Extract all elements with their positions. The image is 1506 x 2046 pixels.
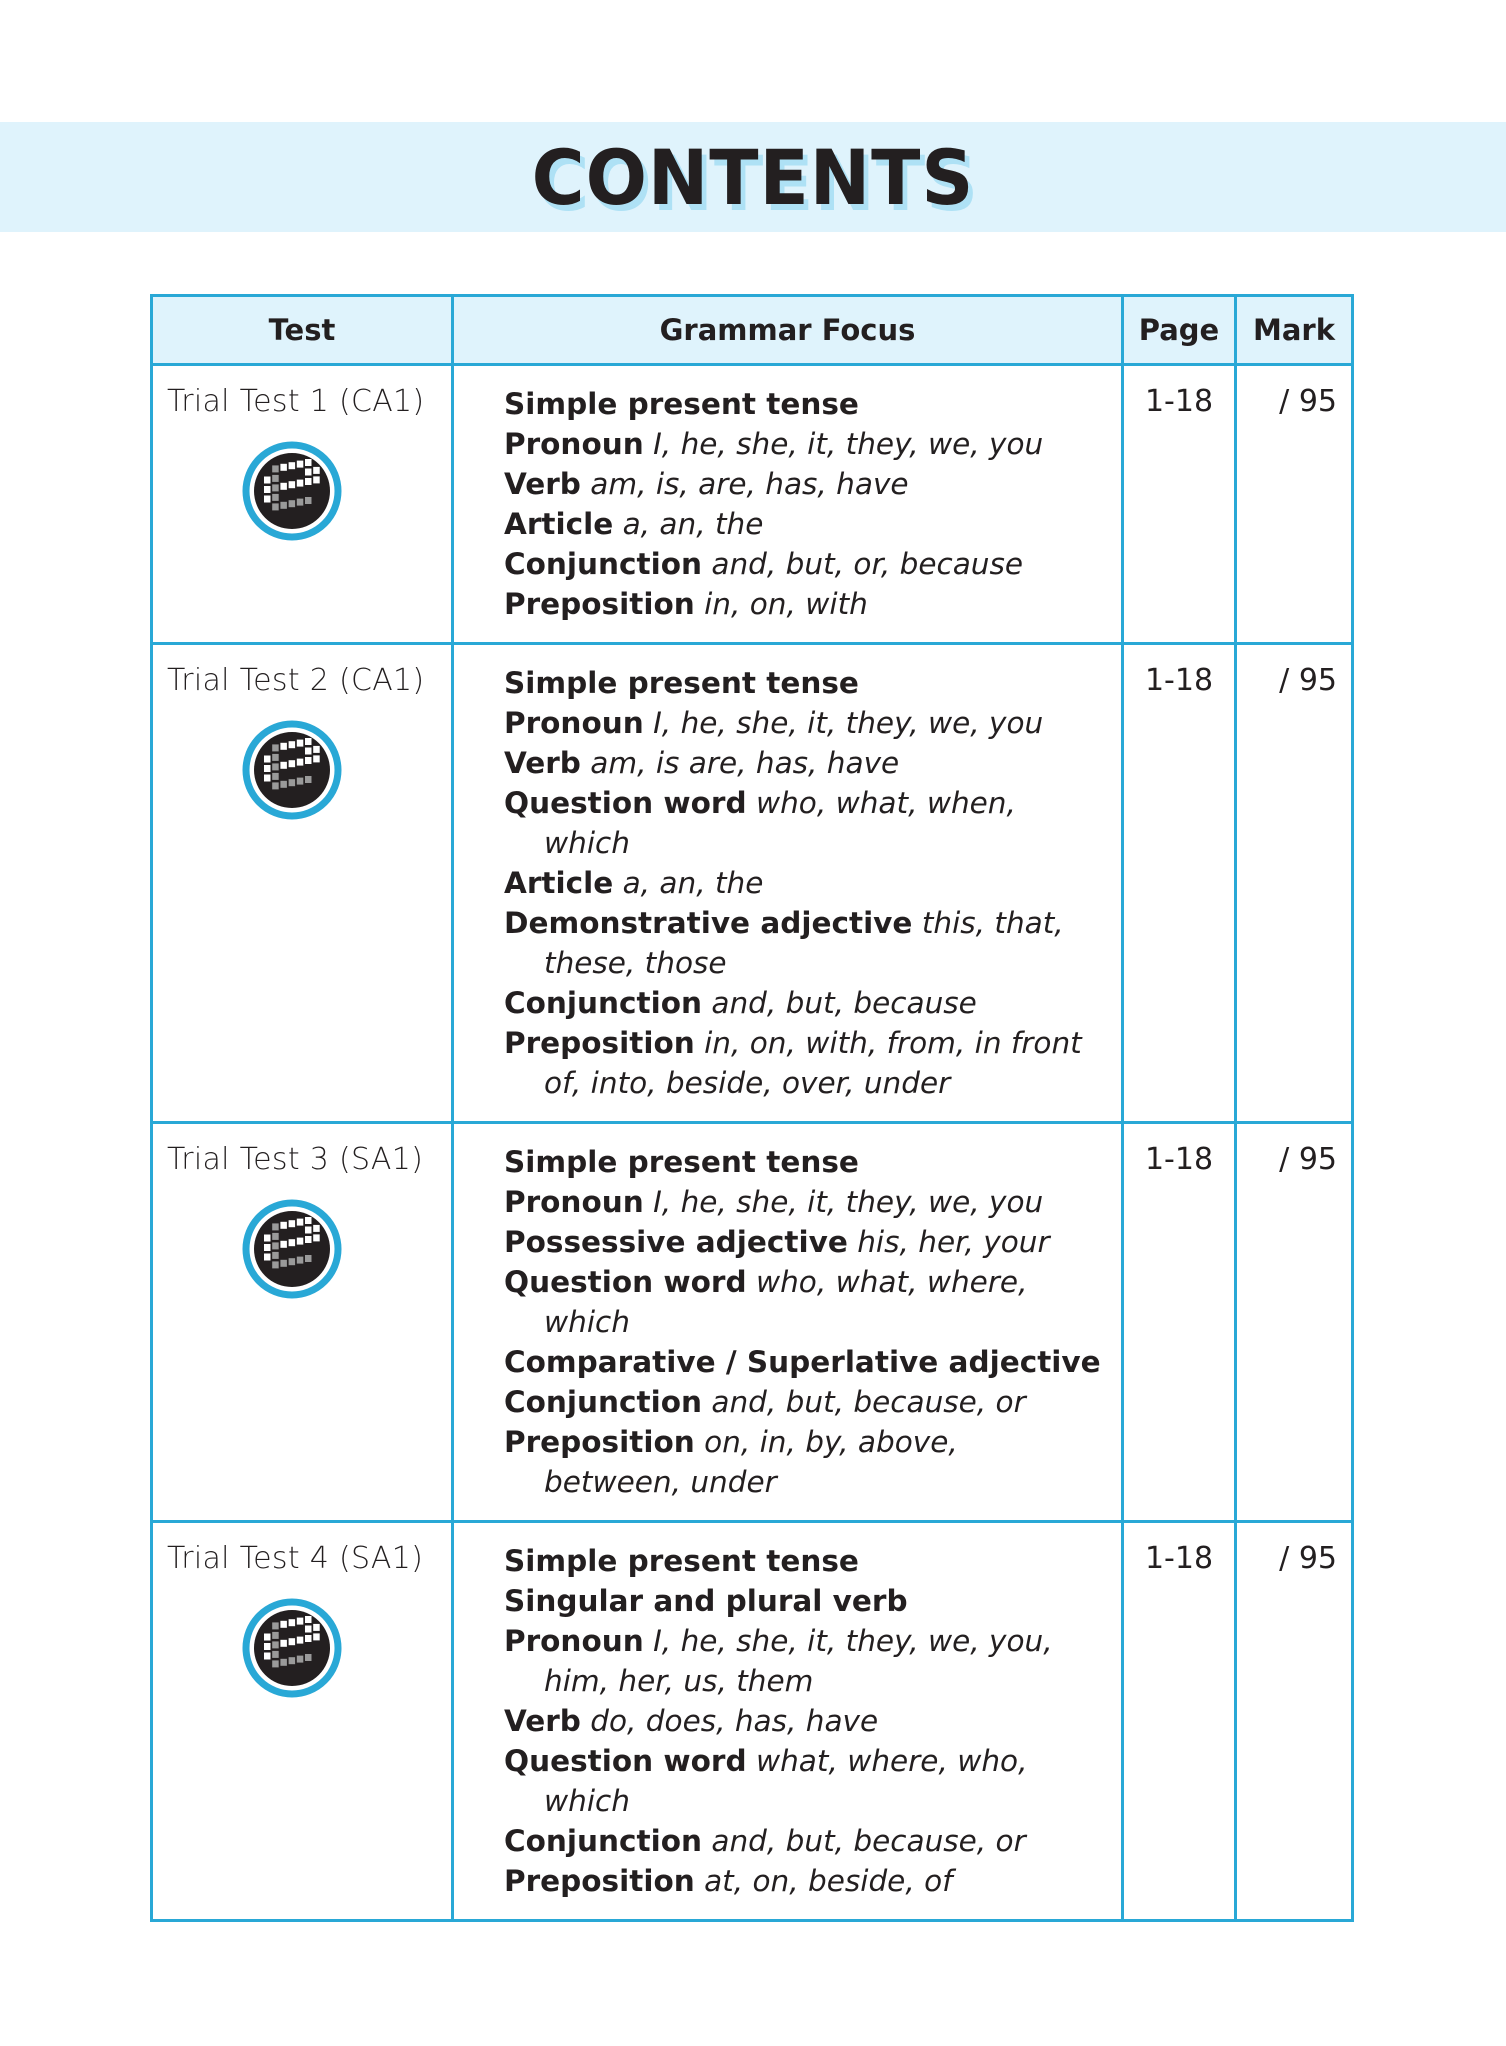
grammar-focus-item <box>504 1422 1101 1462</box>
test-name: Trial Test 1 (CA1) <box>167 384 425 419</box>
table-row <box>152 644 1353 1123</box>
grammar-focus-item <box>504 703 1101 743</box>
grammar-focus-continuation <box>504 1661 1101 1701</box>
grammar-topic: Preposition <box>504 587 695 621</box>
grammar-focus-item <box>504 584 1101 624</box>
page-range: 1-18 <box>1123 1123 1236 1522</box>
grammar-examples: at, on, beside, of <box>704 1864 953 1898</box>
grammar-examples: on, in, by, above, <box>704 1425 958 1459</box>
test-cell <box>152 1123 453 1522</box>
table-row <box>152 1522 1353 1921</box>
crossword-grid-icon <box>242 720 342 820</box>
grammar-examples: these, those <box>544 946 727 980</box>
grammar-focus-item <box>504 504 1101 544</box>
grammar-focus-item <box>504 1541 1101 1581</box>
grammar-examples: in, on, with <box>704 587 868 621</box>
grammar-examples: a, an, the <box>622 507 764 541</box>
grammar-examples: am, is, are, has, have <box>590 467 909 501</box>
table-row <box>152 365 1353 644</box>
grammar-topic: Simple present tense <box>504 1544 859 1578</box>
grammar-topic: Comparative / Superlative adjective <box>504 1345 1101 1379</box>
grammar-examples: which <box>544 1305 630 1339</box>
grammar-focus-item <box>504 663 1101 703</box>
grammar-focus-item <box>504 1621 1101 1661</box>
grammar-examples: his, her, your <box>857 1225 1050 1259</box>
grammar-topic: Demonstrative adjective <box>504 906 913 940</box>
test-cell <box>152 1522 453 1921</box>
grammar-topic: Pronoun <box>504 1185 644 1219</box>
grammar-topic: Preposition <box>504 1026 695 1060</box>
grammar-topic: Article <box>504 866 614 900</box>
grammar-focus-item <box>504 424 1101 464</box>
grammar-focus-continuation <box>504 823 1101 863</box>
grammar-examples: and, but, because <box>711 986 977 1020</box>
grammar-focus-item <box>504 1701 1101 1741</box>
grammar-topic: Simple present tense <box>504 666 859 700</box>
grammar-topic: Verb <box>504 746 581 780</box>
grammar-focus-item <box>504 544 1101 584</box>
grammar-topic: Question word <box>504 786 747 820</box>
test-cell <box>152 365 453 644</box>
grammar-focus-item <box>504 783 1101 823</box>
mark-total: / 95 <box>1236 1522 1353 1921</box>
grammar-topic: Pronoun <box>504 1624 644 1658</box>
grammar-examples: which <box>544 1784 630 1818</box>
grammar-topic: Verb <box>504 467 581 501</box>
mark-total: / 95 <box>1236 1123 1353 1522</box>
grammar-focus-item <box>504 1821 1101 1861</box>
grammar-examples: of, into, beside, over, under <box>544 1066 951 1100</box>
grammar-examples: a, an, the <box>622 866 764 900</box>
grammar-topic: Pronoun <box>504 427 644 461</box>
grammar-examples: which <box>544 826 630 860</box>
grammar-examples: in, on, with, from, in front <box>704 1026 1082 1060</box>
grammar-focus-item <box>504 1023 1101 1063</box>
grammar-examples: am, is are, has, have <box>590 746 900 780</box>
grammar-focus-item <box>504 903 1101 943</box>
grammar-focus-item <box>504 983 1101 1023</box>
contents-table <box>150 294 1354 1922</box>
grammar-topic: Simple present tense <box>504 387 859 421</box>
grammar-focus-item <box>504 1382 1101 1422</box>
grammar-focus-cell <box>453 365 1123 644</box>
grammar-topic: Conjunction <box>504 986 703 1020</box>
column-header-page: Page <box>1123 296 1236 365</box>
column-header-grammar-focus: Grammar Focus <box>453 296 1123 365</box>
page-range: 1-18 <box>1123 1522 1236 1921</box>
grammar-topic: Question word <box>504 1744 747 1778</box>
grammar-examples: and, but, or, because <box>711 547 1024 581</box>
grammar-examples: I, he, she, it, they, we, you <box>653 1185 1044 1219</box>
grammar-focus-continuation <box>504 1781 1101 1821</box>
grammar-focus-item <box>504 464 1101 504</box>
test-name: Trial Test 3 (SA1) <box>167 1142 424 1177</box>
grammar-focus-continuation <box>504 943 1101 983</box>
grammar-examples: I, he, she, it, they, we, you, <box>653 1624 1053 1658</box>
grammar-topic: Verb <box>504 1704 581 1738</box>
grammar-topic: Simple present tense <box>504 1145 859 1179</box>
grammar-examples: what, where, who, <box>755 1744 1028 1778</box>
crossword-grid-icon <box>242 1199 342 1299</box>
grammar-topic: Question word <box>504 1265 747 1299</box>
grammar-examples: and, but, because, or <box>711 1824 1026 1858</box>
grammar-focus-continuation <box>504 1462 1101 1502</box>
grammar-focus-cell <box>453 1522 1123 1921</box>
page-range: 1-18 <box>1123 365 1236 644</box>
grammar-focus-cell <box>453 644 1123 1123</box>
grammar-topic: Possessive adjective <box>504 1225 848 1259</box>
mark-total: / 95 <box>1236 365 1353 644</box>
grammar-topic: Conjunction <box>504 1824 703 1858</box>
grammar-topic: Article <box>504 507 614 541</box>
grammar-examples: who, what, where, <box>755 1265 1028 1299</box>
grammar-focus-item <box>504 1741 1101 1781</box>
column-header-test: Test <box>152 296 453 365</box>
test-name: Trial Test 2 (CA1) <box>167 663 425 698</box>
grammar-focus-item <box>504 1222 1101 1262</box>
title-banner <box>0 122 1506 232</box>
crossword-grid-icon <box>242 1598 342 1698</box>
grammar-topic: Conjunction <box>504 1385 703 1419</box>
grammar-focus-item <box>504 1262 1101 1302</box>
test-cell <box>152 644 453 1123</box>
grammar-focus-item <box>504 1581 1101 1621</box>
grammar-focus-item <box>504 743 1101 783</box>
column-header-mark: Mark <box>1236 296 1353 365</box>
grammar-examples: do, does, has, have <box>590 1704 879 1738</box>
page-range: 1-18 <box>1123 644 1236 1123</box>
mark-total: / 95 <box>1236 644 1353 1123</box>
grammar-topic: Pronoun <box>504 706 644 740</box>
crossword-grid-icon <box>242 441 342 541</box>
grammar-focus-cell <box>453 1123 1123 1522</box>
grammar-topic: Conjunction <box>504 547 703 581</box>
grammar-examples: who, what, when, <box>755 786 1016 820</box>
grammar-topic: Preposition <box>504 1425 695 1459</box>
grammar-focus-continuation <box>504 1302 1101 1342</box>
grammar-focus-item <box>504 1861 1101 1901</box>
grammar-focus-item <box>504 1182 1101 1222</box>
test-name: Trial Test 4 (SA1) <box>167 1541 424 1576</box>
page-title: CONTENTS <box>531 132 975 222</box>
grammar-examples: and, but, because, or <box>711 1385 1026 1419</box>
grammar-focus-item <box>504 1142 1101 1182</box>
grammar-examples: between, under <box>544 1465 777 1499</box>
grammar-examples: him, her, us, them <box>544 1664 814 1698</box>
grammar-focus-continuation <box>504 1063 1101 1103</box>
table-row <box>152 1123 1353 1522</box>
grammar-topic: Singular and plural verb <box>504 1584 908 1618</box>
grammar-focus-item <box>504 863 1101 903</box>
grammar-examples: this, that, <box>921 906 1064 940</box>
grammar-focus-item <box>504 384 1101 424</box>
table-header-row <box>152 296 1353 365</box>
grammar-examples: I, he, she, it, they, we, you <box>653 706 1044 740</box>
grammar-topic: Preposition <box>504 1864 695 1898</box>
grammar-focus-item <box>504 1342 1101 1382</box>
grammar-examples: I, he, she, it, they, we, you <box>653 427 1044 461</box>
